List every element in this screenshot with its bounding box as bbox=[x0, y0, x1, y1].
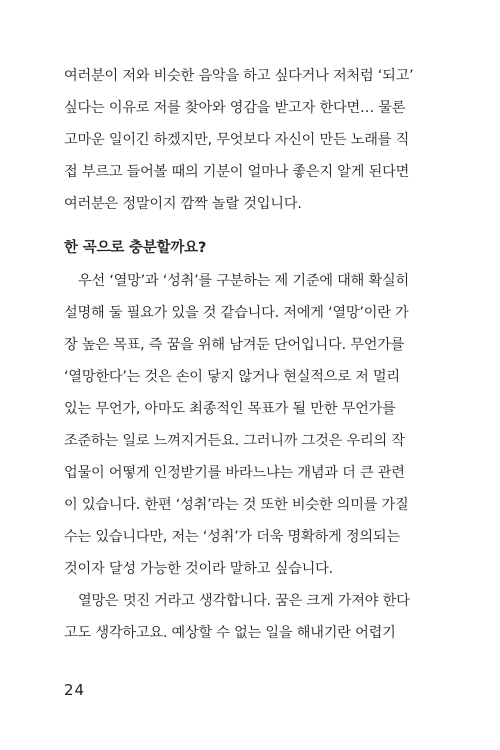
paragraph-line: 고마운 일이긴 하겠지만, 무엇보다 자신이 만든 노래를 직 bbox=[64, 132, 410, 148]
section-heading: 한 곡으로 충분할까요? bbox=[64, 240, 207, 256]
paragraph-line: 싶다는 이유로 저를 찾아와 영감을 받고자 한다면… 물론 bbox=[64, 100, 406, 116]
paragraph-line: 설명해 둘 필요가 있을 것 같습니다. 저에게 ‘열망’이란 가 bbox=[64, 305, 409, 321]
paragraph-line: 여러분은 정말이지 깜짝 놀랄 것입니다. bbox=[64, 196, 302, 212]
paragraph-line: 수는 있습니다만, 저는 ‘성취’가 더욱 명확하게 정의되는 bbox=[64, 529, 400, 545]
paragraph-line: 열망은 멋진 거라고 생각합니다. 꿈은 크게 가져야 한다 bbox=[78, 593, 410, 609]
paragraph-line: 업물이 어떻게 인정받기를 바라느냐는 개념과 더 큰 관련 bbox=[64, 465, 405, 481]
paragraph-line: 고도 생각하고요. 예상할 수 없는 일을 해내기란 어렵기 bbox=[64, 625, 396, 641]
paragraph-line: 접 부르고 들어볼 때의 기분이 얼마나 좋은지 알게 된다면 bbox=[64, 164, 410, 180]
paragraph-line: 이 있습니다. 한편 ‘성취’라는 것 또한 비슷한 의미를 가질 bbox=[64, 497, 409, 513]
paragraph-line: 것이자 달성 가능한 것이라 말하고 싶습니다. bbox=[64, 561, 333, 577]
paragraph-line: ‘열망한다’는 것은 손이 닿지 않거나 현실적으로 저 멀리 bbox=[64, 369, 400, 385]
paragraph-line: 여러분이 저와 비슷한 음악을 하고 싶다거나 저처럼 ‘되고’ bbox=[64, 68, 414, 84]
paragraph-line: 장 높은 목표, 즉 꿈을 위해 남겨둔 단어입니다. 무언가를 bbox=[64, 337, 405, 353]
paragraph-line: 우선 ‘열망’과 ‘성취’를 구분하는 제 기준에 대해 확실히 bbox=[78, 273, 410, 289]
page-number: 24 bbox=[64, 681, 86, 699]
paragraph-line: 있는 무언가, 아마도 최종적인 목표가 될 만한 무언가를 bbox=[64, 401, 396, 417]
paragraph-line: 조준하는 일로 느껴지거든요. 그러니까 그것은 우리의 작 bbox=[64, 433, 405, 449]
